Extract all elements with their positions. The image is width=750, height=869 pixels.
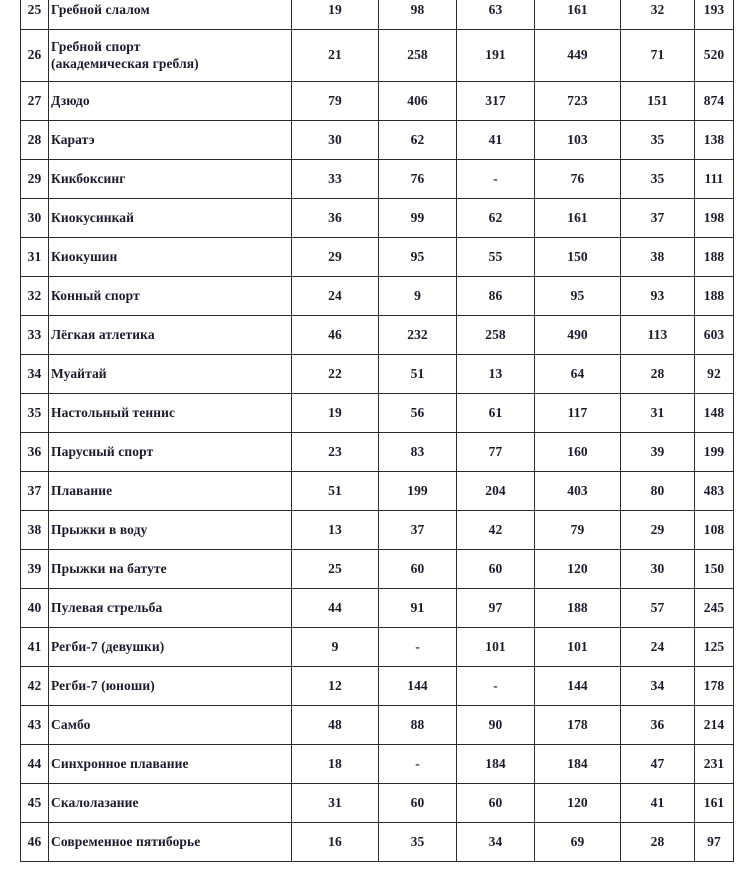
value-cell-2: 37 [379,511,457,550]
value-cell-3: 86 [457,277,535,316]
value-cell-2: 56 [379,394,457,433]
total-cell: 199 [695,433,734,472]
sport-name-line-1: Конный спорт [51,287,140,303]
value-cell-4: 403 [535,472,621,511]
table-row [21,784,734,823]
row-number-cell: 33 [21,316,49,355]
sport-name-cell [49,394,292,433]
total-cell: 108 [695,511,734,550]
value-cell-5: 80 [621,472,695,511]
table-row [21,589,734,628]
table-row [21,511,734,550]
value-cell-2: 98 [379,0,457,30]
sport-name-cell [49,82,292,121]
value-cell-3: 77 [457,433,535,472]
value-cell-3: 101 [457,628,535,667]
value-cell-5: 47 [621,745,695,784]
sport-name-line-1: Самбо [51,716,91,732]
value-cell-1: 19 [292,394,379,433]
value-cell-1: 19 [292,0,379,30]
value-cell-4: 161 [535,0,621,30]
total-cell: 231 [695,745,734,784]
value-cell-2: 83 [379,433,457,472]
total-cell: 193 [695,0,734,30]
value-cell-5: 24 [621,628,695,667]
row-number-cell: 41 [21,628,49,667]
value-cell-5: 34 [621,667,695,706]
sport-name-line-1: Гребной слалом [51,1,150,17]
value-cell-5: 28 [621,355,695,394]
row-number-cell: 45 [21,784,49,823]
sport-name-line-2: (академическая гребля) [51,55,199,71]
value-cell-1: 21 [292,30,379,82]
table-row [21,121,734,160]
table-row [21,316,734,355]
value-cell-2: 76 [379,160,457,199]
value-cell-4: 79 [535,511,621,550]
table-row [21,82,734,121]
total-cell: 150 [695,550,734,589]
row-number-cell: 31 [21,238,49,277]
value-cell-1: 24 [292,277,379,316]
sport-name-line-1: Современное пятиборье [51,833,201,849]
table-row [21,745,734,784]
value-cell-2: 62 [379,121,457,160]
value-cell-2: 144 [379,667,457,706]
table-row [21,667,734,706]
total-cell: 198 [695,199,734,238]
value-cell-5: 113 [621,316,695,355]
value-cell-4: 161 [535,199,621,238]
table-row [21,355,734,394]
sport-name-cell [49,628,292,667]
value-cell-5: 29 [621,511,695,550]
value-cell-1: 31 [292,784,379,823]
total-cell: 111 [695,160,734,199]
row-number-cell: 38 [21,511,49,550]
table-row [21,238,734,277]
value-cell-5: 30 [621,550,695,589]
sport-name-line-1: Дзюдо [51,92,90,108]
sport-name-cell [49,277,292,316]
value-cell-3: 63 [457,0,535,30]
value-cell-3: 13 [457,355,535,394]
value-cell-3: 62 [457,199,535,238]
sport-name-cell [49,238,292,277]
table-row [21,30,734,82]
value-cell-4: 103 [535,121,621,160]
sport-name-line-1: Киокусинкай [51,209,134,225]
sport-name-line-1: Гребной спорт [51,39,141,55]
sport-name-cell [49,745,292,784]
value-cell-4: 178 [535,706,621,745]
sport-name-line-1: Муайтай [51,365,107,381]
row-number-cell: 37 [21,472,49,511]
value-cell-2: - [379,745,457,784]
sport-name-line-1: Регби-7 (девушки) [51,638,165,654]
sport-name-line-1: Парусный спорт [51,443,154,459]
total-cell: 148 [695,394,734,433]
value-cell-1: 22 [292,355,379,394]
value-cell-5: 31 [621,394,695,433]
value-cell-5: 41 [621,784,695,823]
row-number-cell: 44 [21,745,49,784]
value-cell-2: 99 [379,199,457,238]
value-cell-1: 16 [292,823,379,862]
value-cell-3: 42 [457,511,535,550]
value-cell-4: 117 [535,394,621,433]
row-number-cell: 27 [21,82,49,121]
value-cell-1: 9 [292,628,379,667]
row-number-cell: 35 [21,394,49,433]
sport-name-line-1: Прыжки на батуте [51,560,167,576]
value-cell-5: 39 [621,433,695,472]
value-cell-3: 60 [457,784,535,823]
value-cell-2: 95 [379,238,457,277]
sport-name-line-1: Скалолазание [51,794,139,810]
value-cell-5: 28 [621,823,695,862]
sport-name-cell [49,550,292,589]
sport-name-cell [49,30,292,82]
value-cell-5: 71 [621,30,695,82]
value-cell-1: 12 [292,667,379,706]
value-cell-4: 723 [535,82,621,121]
value-cell-1: 51 [292,472,379,511]
total-cell: 97 [695,823,734,862]
value-cell-3: 41 [457,121,535,160]
value-cell-1: 25 [292,550,379,589]
value-cell-4: 101 [535,628,621,667]
table-row [21,472,734,511]
sport-name-cell [49,823,292,862]
value-cell-4: 95 [535,277,621,316]
value-cell-4: 64 [535,355,621,394]
value-cell-2: 406 [379,82,457,121]
row-number-cell: 36 [21,433,49,472]
value-cell-4: 490 [535,316,621,355]
table-row [21,823,734,862]
row-number-cell: 28 [21,121,49,160]
value-cell-3: 317 [457,82,535,121]
value-cell-2: 258 [379,30,457,82]
total-cell: 214 [695,706,734,745]
row-number-cell: 30 [21,199,49,238]
value-cell-3: - [457,667,535,706]
value-cell-3: 258 [457,316,535,355]
sport-name-cell [49,472,292,511]
total-cell: 245 [695,589,734,628]
table-row [21,394,734,433]
value-cell-3: 97 [457,589,535,628]
value-cell-2: 199 [379,472,457,511]
table-row [21,160,734,199]
table-body [21,0,734,862]
row-number-cell: 42 [21,667,49,706]
total-cell: 178 [695,667,734,706]
sport-name-line-1: Лёгкая атлетика [51,326,155,342]
row-number-cell: 32 [21,277,49,316]
sport-name-cell [49,433,292,472]
value-cell-2: 88 [379,706,457,745]
value-cell-5: 35 [621,121,695,160]
value-cell-3: 191 [457,30,535,82]
total-cell: 188 [695,277,734,316]
value-cell-3: 61 [457,394,535,433]
value-cell-3: 90 [457,706,535,745]
sport-name-cell [49,316,292,355]
table-row [21,0,734,30]
value-cell-1: 79 [292,82,379,121]
sport-name-cell [49,121,292,160]
value-cell-4: 449 [535,30,621,82]
value-cell-3: 184 [457,745,535,784]
sport-name-cell [49,355,292,394]
value-cell-5: 38 [621,238,695,277]
value-cell-4: 120 [535,784,621,823]
value-cell-1: 30 [292,121,379,160]
table-row [21,628,734,667]
sport-name-line-1: Каратэ [51,131,95,147]
total-cell: 125 [695,628,734,667]
value-cell-5: 37 [621,199,695,238]
value-cell-2: 35 [379,823,457,862]
row-number-cell: 25 [21,0,49,30]
total-cell: 483 [695,472,734,511]
sport-name-line-1: Пулевая стрельба [51,599,163,615]
value-cell-5: 151 [621,82,695,121]
value-cell-1: 18 [292,745,379,784]
total-cell: 520 [695,30,734,82]
table-row [21,433,734,472]
value-cell-5: 36 [621,706,695,745]
value-cell-1: 29 [292,238,379,277]
sport-name-cell [49,199,292,238]
value-cell-3: 204 [457,472,535,511]
sport-name-line-1: Синхронное плавание [51,755,189,771]
value-cell-2: 9 [379,277,457,316]
sports-statistics-table [20,0,734,862]
value-cell-1: 48 [292,706,379,745]
sport-name-line-1: Плавание [51,482,113,498]
sport-name-cell [49,589,292,628]
row-number-cell: 26 [21,30,49,82]
value-cell-2: 60 [379,784,457,823]
sport-name-line-1: Прыжки в воду [51,521,148,537]
value-cell-4: 69 [535,823,621,862]
value-cell-4: 184 [535,745,621,784]
value-cell-4: 160 [535,433,621,472]
value-cell-1: 36 [292,199,379,238]
row-number-cell: 29 [21,160,49,199]
value-cell-4: 76 [535,160,621,199]
sport-name-line-1: Регби-7 (юноши) [51,677,155,693]
value-cell-1: 46 [292,316,379,355]
value-cell-2: 60 [379,550,457,589]
value-cell-4: 150 [535,238,621,277]
total-cell: 603 [695,316,734,355]
value-cell-1: 33 [292,160,379,199]
value-cell-3: 55 [457,238,535,277]
value-cell-3: 34 [457,823,535,862]
value-cell-2: 91 [379,589,457,628]
value-cell-1: 23 [292,433,379,472]
value-cell-4: 188 [535,589,621,628]
total-cell: 188 [695,238,734,277]
table-row [21,199,734,238]
table-row [21,550,734,589]
value-cell-4: 120 [535,550,621,589]
value-cell-1: 44 [292,589,379,628]
sport-name-cell [49,667,292,706]
table-row [21,277,734,316]
sport-name-line-1: Киокушин [51,248,118,264]
value-cell-2: 51 [379,355,457,394]
row-number-cell: 46 [21,823,49,862]
value-cell-5: 32 [621,0,695,30]
sport-name-cell [49,706,292,745]
value-cell-1: 13 [292,511,379,550]
row-number-cell: 40 [21,589,49,628]
sport-name-cell [49,511,292,550]
sport-name-cell [49,0,292,30]
total-cell: 874 [695,82,734,121]
sport-name-line-1: Кикбоксинг [51,170,126,186]
row-number-cell: 34 [21,355,49,394]
row-number-cell: 39 [21,550,49,589]
value-cell-5: 93 [621,277,695,316]
value-cell-5: 35 [621,160,695,199]
value-cell-3: - [457,160,535,199]
row-number-cell: 43 [21,706,49,745]
sport-name-cell [49,784,292,823]
value-cell-2: 232 [379,316,457,355]
value-cell-5: 57 [621,589,695,628]
value-cell-4: 144 [535,667,621,706]
table-row [21,706,734,745]
sport-name-line-1: Настольный теннис [51,404,176,420]
total-cell: 92 [695,355,734,394]
value-cell-3: 60 [457,550,535,589]
sport-name-cell [49,160,292,199]
value-cell-2: - [379,628,457,667]
total-cell: 161 [695,784,734,823]
total-cell: 138 [695,121,734,160]
